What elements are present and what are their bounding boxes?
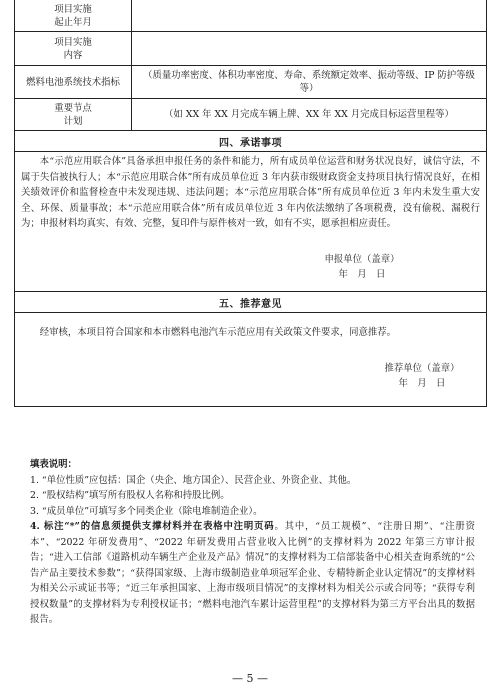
label-milestones: 重要节点 计划 — [15, 99, 132, 130]
instruction-item-4-text: 。其中，“员工规模”、“注册日期”、“注册资本”、“2022 年研发费用”、“2022 年研发费用占营业收入比例”的支撑材料为 2022 年第三方审计报告；“进入工信部《道路机动车辆生产企业及产品》情况”的支撑材料为工信部装备中心相关查询系统的“公告产品主要技术参数”；“获得国家级、上海市级制造业单项冠军企业、专精特新企业认定情况”的支撑材料为相关公示或证书等；“近三年承担国家、上海市级项目情况”的支撑材料为相关公示或合同等；“获得专利授权数量”的支撑材料为专利授权证书；“燃料电池汽车累计运营里程”的支撑材料为第三方平台出具的数据报告。 — [30, 521, 475, 625]
instruction-item-4-emphasis: 4. 标注“*”的信息须提供支撑材料并在表格中注明页码 — [30, 521, 275, 532]
row-implementation-period — [15, 0, 486, 32]
value-implementation-content[interactable] — [132, 32, 486, 65]
label-implementation-content: 项目实施 内容 — [15, 32, 132, 65]
instruction-item-4 — [30, 519, 475, 628]
recommendation-signature — [367, 361, 477, 391]
instruction-item: 1. “单位性质”应包括：国企（央企、地方国企）、民营企业、外资企业、其他。 — [30, 474, 357, 486]
instruction-item: 2. “股权结构”填写所有股权人名称和持股比例。 — [30, 490, 230, 501]
section-commitments-body — [15, 152, 486, 292]
label-implementation-period: 项目实施 起止年月 — [15, 0, 132, 31]
commitments-paragraph: 本“示范应用联合体”具备承担申报任务的条件和能力，所有成员单位运营和财务状况良好，诚信守法，不属于失信被执行人；本“示范应用联合体”所有成员单位近 3 年内获市级财政资金支持项目执行情况良好，在相关绩效评价和监督检查中未发现违规、违法问题；本“示范应用联合体”所有成员单位近 3 年内未发生重大安全、环保、质量事故；本“示范应用联合体”所有成员单位近 3 年内依法缴纳了各项税费，没有偷税、漏税行为；申报材料均真实、有效、完整，复印件与原件核对一致，如有不实，愿承担相应责任。 — [21, 156, 480, 229]
row-tech-indicators — [15, 66, 486, 99]
value-milestones[interactable]: （如 XX 年 XX 月完成车辆上牌、XX 年 XX 月完成目标运营里程等） — [164, 109, 454, 120]
section-commitments-title: 四、承诺事项 — [15, 131, 486, 152]
row-milestones — [15, 99, 486, 131]
section-recommendation-body — [15, 313, 486, 407]
recommendation-signer: 推荐单位（盖章） — [384, 363, 460, 374]
commitments-date: 年 月 日 — [338, 269, 386, 280]
form-instructions — [30, 457, 475, 628]
label-tech-indicators: 燃料电池系统技术指标 — [15, 66, 132, 98]
commitments-signer: 申报单位（盖章） — [324, 254, 400, 265]
recommendation-paragraph: 经审核，本项目符合国家和本市燃料电池汽车示范应用有关政策文件要求，同意推荐。 — [39, 327, 397, 338]
instructions-title: 填表说明： — [30, 459, 77, 470]
commitments-signature — [307, 252, 417, 282]
page-number: — 5 — — [232, 672, 268, 685]
section-recommendation-title: 五、推荐意见 — [15, 292, 486, 313]
value-implementation-period[interactable] — [132, 0, 486, 31]
row-implementation-content — [15, 32, 486, 66]
application-form-table — [14, 0, 487, 407]
recommendation-date: 年 月 日 — [398, 378, 446, 389]
value-tech-indicators[interactable]: （质量功率密度、体积功率密度、寿命、系统额定效率、振动等级、IP 防护等级等） — [143, 70, 475, 94]
instruction-item: 3. “成员单位”可填写多个同类企业（除电堆制造企业）。 — [30, 505, 263, 517]
